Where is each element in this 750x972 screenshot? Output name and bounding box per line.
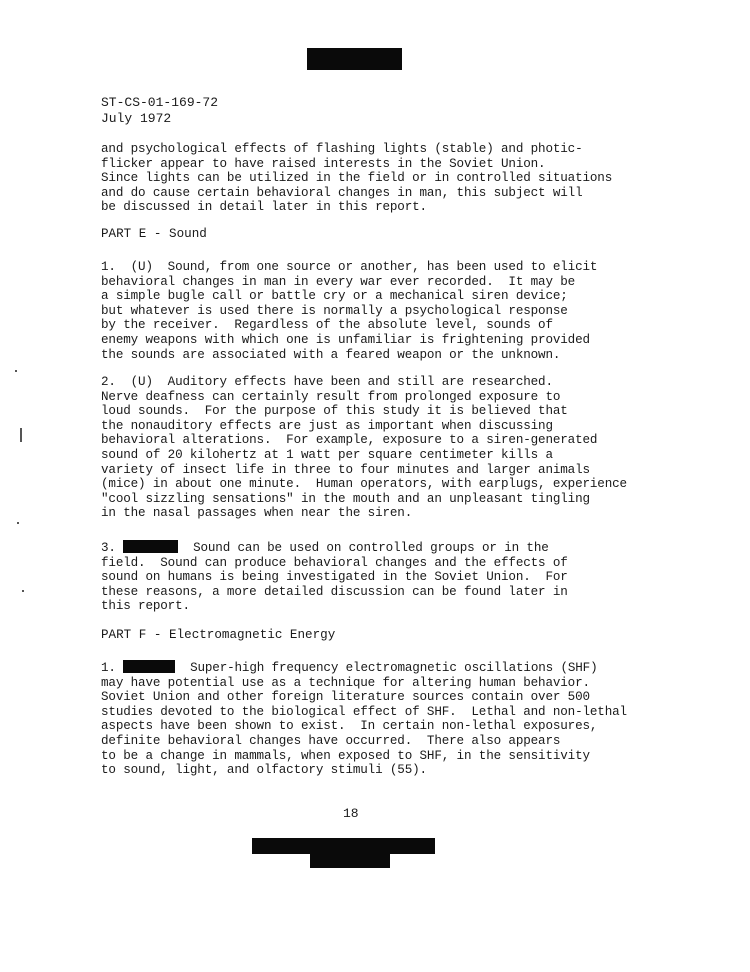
redaction-block [123, 660, 175, 673]
text-line: by the receiver. Regardless of the absolute level, sounds of [101, 318, 553, 333]
text-line: aspects have been shown to exist. In certain non-lethal exposures, [101, 719, 598, 734]
text-line: definite behavioral changes have occurred. There also appears [101, 733, 561, 748]
page-number: 18 [343, 806, 359, 821]
sound-paragraph-3 [101, 540, 631, 614]
text-line: studies devoted to the biological effect of SHF. Lethal and non-lethal [101, 704, 627, 719]
text-line: Since lights can be utilized in the field or in controlled situations [101, 171, 613, 186]
text-line: these reasons, a more detailed discussion can be found later in [101, 584, 568, 599]
text-line: may have potential use as a technique for altering human behavior. [101, 675, 590, 690]
text-line: but whatever is used there is normally a psychological response [101, 303, 568, 318]
scan-speck [20, 428, 22, 442]
scan-speck [15, 370, 17, 372]
text-line: 1. (U) Sound, from one source or another, has been used to elicit [101, 260, 598, 274]
text-line: the nonauditory effects are just as important when discussing [101, 418, 553, 433]
bottom-redaction-block-lower [310, 850, 390, 868]
text-line: loud sounds. For the purpose of this study it is believed that [101, 404, 568, 419]
text-line: and psychological effects of flashing lights (stable) and photic- [101, 142, 583, 156]
text-line: behavioral alterations. For example, exposure to a siren-generated [101, 433, 598, 448]
document-date: July 1972 [101, 111, 172, 126]
text-line: sound of 20 kilohertz at 1 watt per square centimeter kills a [101, 447, 553, 462]
document-id: ST-CS-01-169-72 [101, 95, 219, 110]
text-line: behavioral changes in man in every war ever recorded. It may be [101, 274, 576, 289]
text-line: Soviet Union and other foreign literature sources contain over 500 [101, 690, 590, 705]
paragraph-number: 1. [101, 661, 116, 675]
text-line: in the nasal passages when near the siren. [101, 506, 413, 521]
emf-paragraph-1 [101, 660, 631, 778]
text-line: (mice) in about one minute. Human operators, with earplugs, experience [101, 477, 627, 492]
text-line: a simple bugle call or battle cry or a mechanical siren device; [101, 289, 568, 304]
part-e-heading: PART E - Sound [101, 227, 207, 241]
sound-paragraph-2 [101, 375, 631, 521]
text-line: sound on humans is being investigated in the Soviet Union. For [101, 570, 568, 585]
text-line [101, 660, 631, 676]
text-line: to sound, light, and olfactory stimuli (55). [101, 763, 427, 778]
scan-speck [22, 590, 24, 592]
text-line: this report. [101, 599, 190, 614]
sound-paragraph-1 [101, 260, 631, 362]
text-fragment: Sound can be used on controlled groups or in the [193, 541, 549, 555]
part-f-heading: PART F - Electromagnetic Energy [101, 628, 336, 642]
text-line: 2. (U) Auditory effects have been and still are researched. [101, 375, 553, 389]
top-redaction-block [307, 48, 402, 70]
text-line: variety of insect life in three to four minutes and larger animals [101, 462, 590, 477]
text-line: enemy weapons with which one is unfamiliar is frightening provided [101, 332, 590, 347]
text-line [101, 540, 631, 556]
paragraph-number: 3. [101, 541, 116, 555]
text-line: flicker appear to have raised interests in the Soviet Union. [101, 156, 546, 171]
text-line: Nerve deafness can certainly result from prolonged exposure to [101, 389, 561, 404]
text-line: and do cause certain behavioral changes in man, this subject will [101, 185, 583, 200]
document-header [101, 95, 218, 127]
redaction-block [123, 540, 178, 553]
text-line: to be a change in mammals, when exposed to SHF, in the sensitivity [101, 748, 590, 763]
text-line: be discussed in detail later in this report. [101, 200, 427, 215]
text-line: the sounds are associated with a feared weapon or the unknown. [101, 347, 561, 362]
text-line: "cool sizzling sensations" in the mouth and an unpleasant tingling [101, 491, 590, 506]
text-fragment: Super-high frequency electromagnetic oscillations (SHF) [190, 661, 598, 675]
intro-paragraph [101, 142, 631, 215]
text-line: field. Sound can produce behavioral changes and the effects of [101, 555, 568, 570]
scan-speck [17, 522, 19, 524]
